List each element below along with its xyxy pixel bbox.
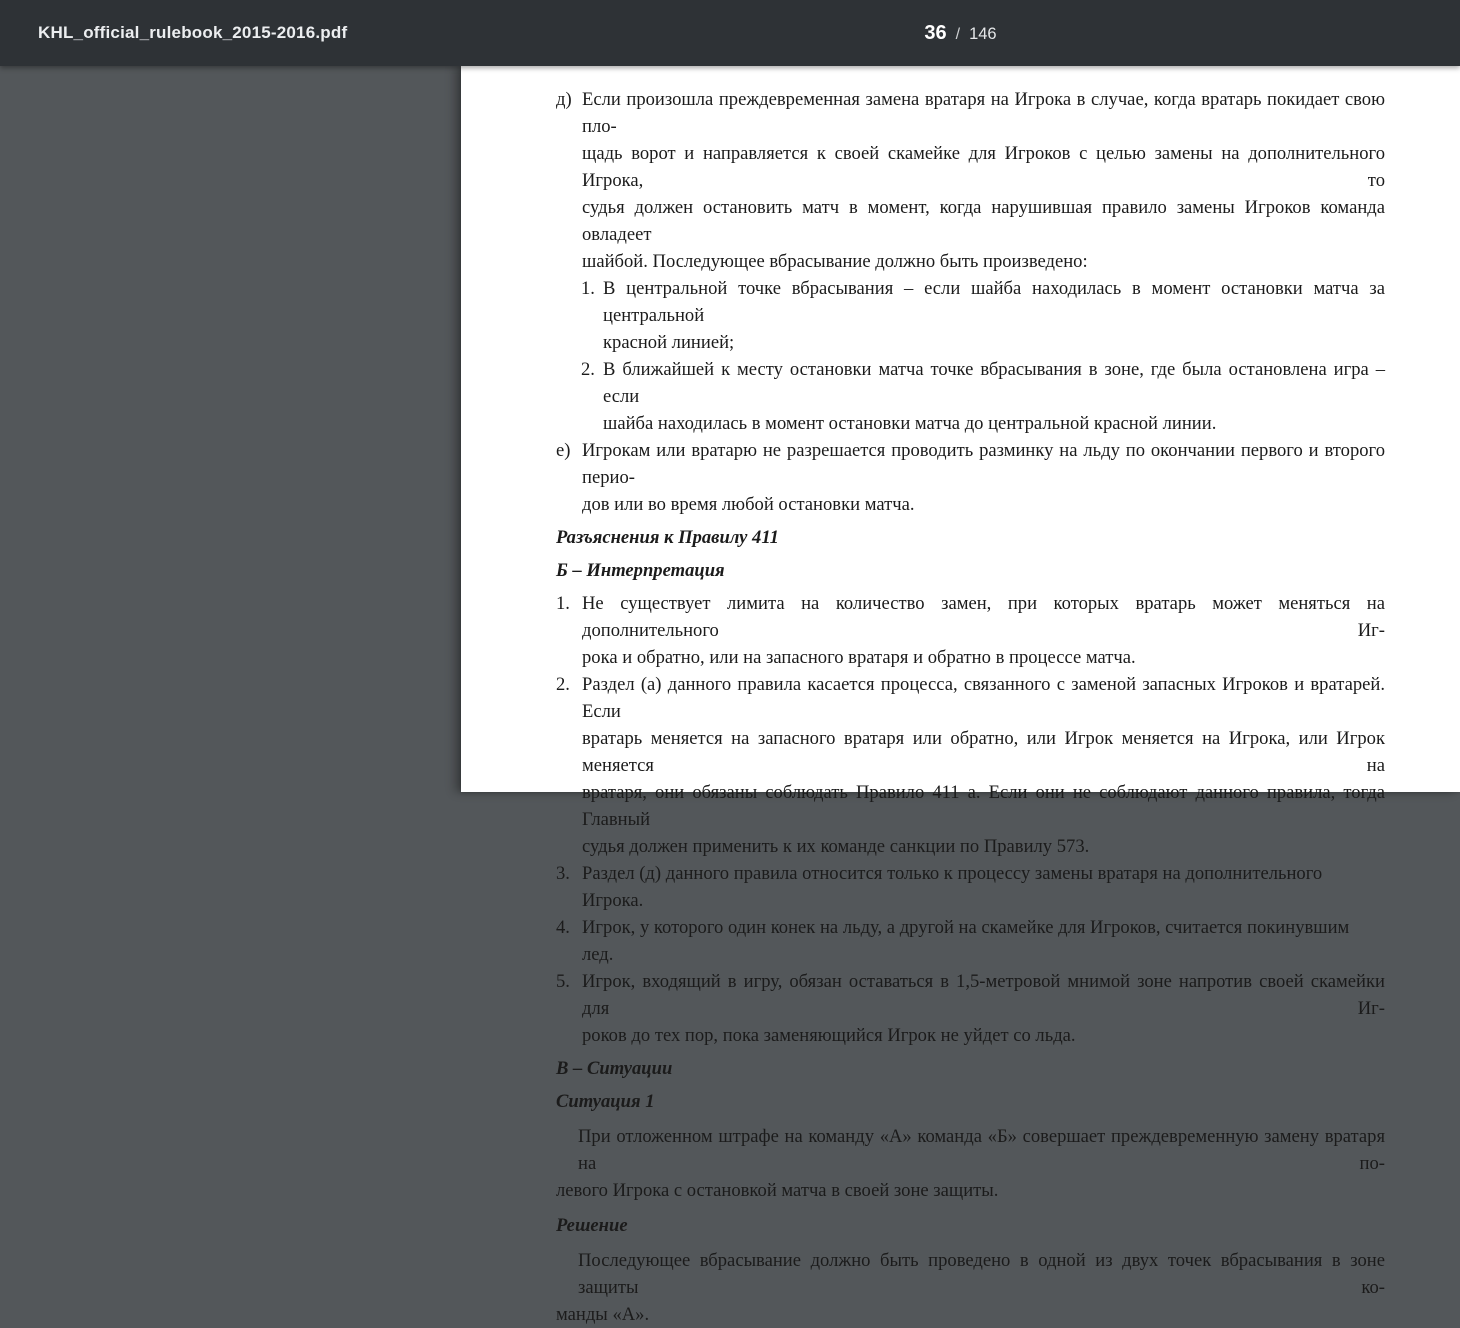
rule-item bbox=[556, 968, 1385, 1049]
text-line: вратаря, они обязаны соблюдать Правило 411 а. Если они не соблюдают данного правила, тогда Главный bbox=[582, 782, 1385, 830]
list-marker: 4. bbox=[556, 917, 570, 938]
text-line: красной линией; bbox=[603, 332, 735, 353]
rule-item bbox=[556, 671, 1385, 860]
text-line: При отложенном штрафе на команду «А» команда «Б» совершает преждевременную замену вратаря на по- bbox=[578, 1126, 1385, 1174]
rule-item bbox=[581, 275, 1385, 356]
page-separator: / bbox=[955, 25, 961, 43]
text-line: Игрок, входящий в игру, обязан оставаться в 1,5-метровой мнимой зоне напротив своей скамейки для Иг- bbox=[582, 971, 1385, 1019]
document-canvas[interactable] bbox=[0, 66, 1460, 1325]
text-line: Игрокам или вратарю не разрешается проводить разминку на льду по окончании первого и второго перио- bbox=[582, 440, 1385, 488]
pdf-viewer-toolbar bbox=[0, 0, 1460, 66]
list-marker: 2. bbox=[556, 674, 570, 695]
text-line: манды «А». bbox=[556, 1304, 650, 1325]
text-line: В ближайшей к месту остановки матча точке вбрасывания в зоне, где была остановлена игра – если bbox=[603, 359, 1385, 407]
section-heading: Решение bbox=[556, 1215, 628, 1236]
rule-item bbox=[556, 914, 1385, 968]
text-line: щадь ворот и направляется к своей скамейке для Игроков с целью замены на дополнительного Игрока, то bbox=[582, 143, 1385, 191]
text-line: Не существует лимита на количество замен, при которых вратарь может меняться на дополнительного Иг- bbox=[582, 593, 1385, 641]
text-line: судья должен применить к их команде санкции по Правилу 573. bbox=[582, 836, 1090, 857]
text-line: Последующее вбрасывание должно быть проведено в одной из двух точек вбрасывания в зоне защиты ко- bbox=[578, 1250, 1385, 1298]
text-line: В центральной точке вбрасывания – если шайба находилась в момент остановки матча за центральной bbox=[603, 278, 1385, 326]
list-marker: е) bbox=[556, 440, 571, 461]
list-marker: 5. bbox=[556, 971, 570, 992]
list-marker: 3. bbox=[556, 863, 570, 884]
section-heading: В – Ситуации bbox=[556, 1058, 673, 1079]
list-marker: 1. bbox=[556, 593, 570, 614]
text-line: Игрок, у которого один конек на льду, а другой на скамейке для Игроков, считается покинувшим лед. bbox=[582, 917, 1350, 965]
text-line: судья должен остановить матч в момент, когда нарушившая правило замены Игроков команда овладеет bbox=[582, 197, 1385, 245]
rule-item bbox=[556, 437, 1385, 518]
text-line: роков до тех пор, пока заменяющийся Игрок не уйдет со льда. bbox=[582, 1025, 1076, 1046]
page-total-count: 146 bbox=[969, 24, 997, 43]
page-indicator bbox=[461, 0, 1460, 66]
rule-item bbox=[556, 86, 1385, 275]
text-line: Раздел (а) данного правила касается процесса, связанного с заменой запасных Игроков и вратарей. Если bbox=[582, 674, 1385, 722]
page-current-number: 36 bbox=[924, 21, 947, 44]
text-line: левого Игрока с остановкой матча в своей зоне защиты. bbox=[556, 1180, 999, 1201]
paragraph bbox=[556, 1247, 1385, 1328]
paragraph bbox=[556, 1123, 1385, 1204]
list-marker: 1. bbox=[581, 278, 595, 299]
text-line: шайба находилась в момент остановки матча до центральной красной линии. bbox=[603, 413, 1217, 434]
section-heading: Разъяснения к Правилу 411 bbox=[556, 527, 779, 548]
rule-item bbox=[556, 860, 1385, 914]
list-marker: 2. bbox=[581, 359, 595, 380]
text-line: шайбой. Последующее вбрасывание должно быть произведено: bbox=[582, 251, 1088, 272]
pdf-page[interactable] bbox=[461, 66, 1460, 1325]
list-marker: д) bbox=[556, 89, 572, 110]
text-line: Раздел (д) данного правила относится только к процессу замены вратаря на дополнительного Игрока. bbox=[582, 863, 1323, 911]
page-indicator-inner bbox=[924, 22, 996, 45]
text-line: вратарь меняется на запасного вратаря или обратно, или Игрок меняется на Игрока, или Игрок меняется на bbox=[582, 728, 1385, 776]
document-filename: KHL_official_rulebook_2015-2016.pdf bbox=[38, 23, 348, 42]
section-heading: Ситуация 1 bbox=[556, 1091, 655, 1112]
text-line: дов или во время любой остановки матча. bbox=[582, 494, 915, 515]
text-line: рока и обратно, или на запасного вратаря и обратно в процессе матча. bbox=[582, 647, 1136, 668]
rule-item bbox=[556, 590, 1385, 671]
section-heading: Б – Интерпретация bbox=[556, 560, 725, 581]
rule-item bbox=[581, 356, 1385, 437]
text-line: Если произошла преждевременная замена вратаря на Игрока в случае, когда вратарь покидает свою пло- bbox=[582, 89, 1385, 137]
